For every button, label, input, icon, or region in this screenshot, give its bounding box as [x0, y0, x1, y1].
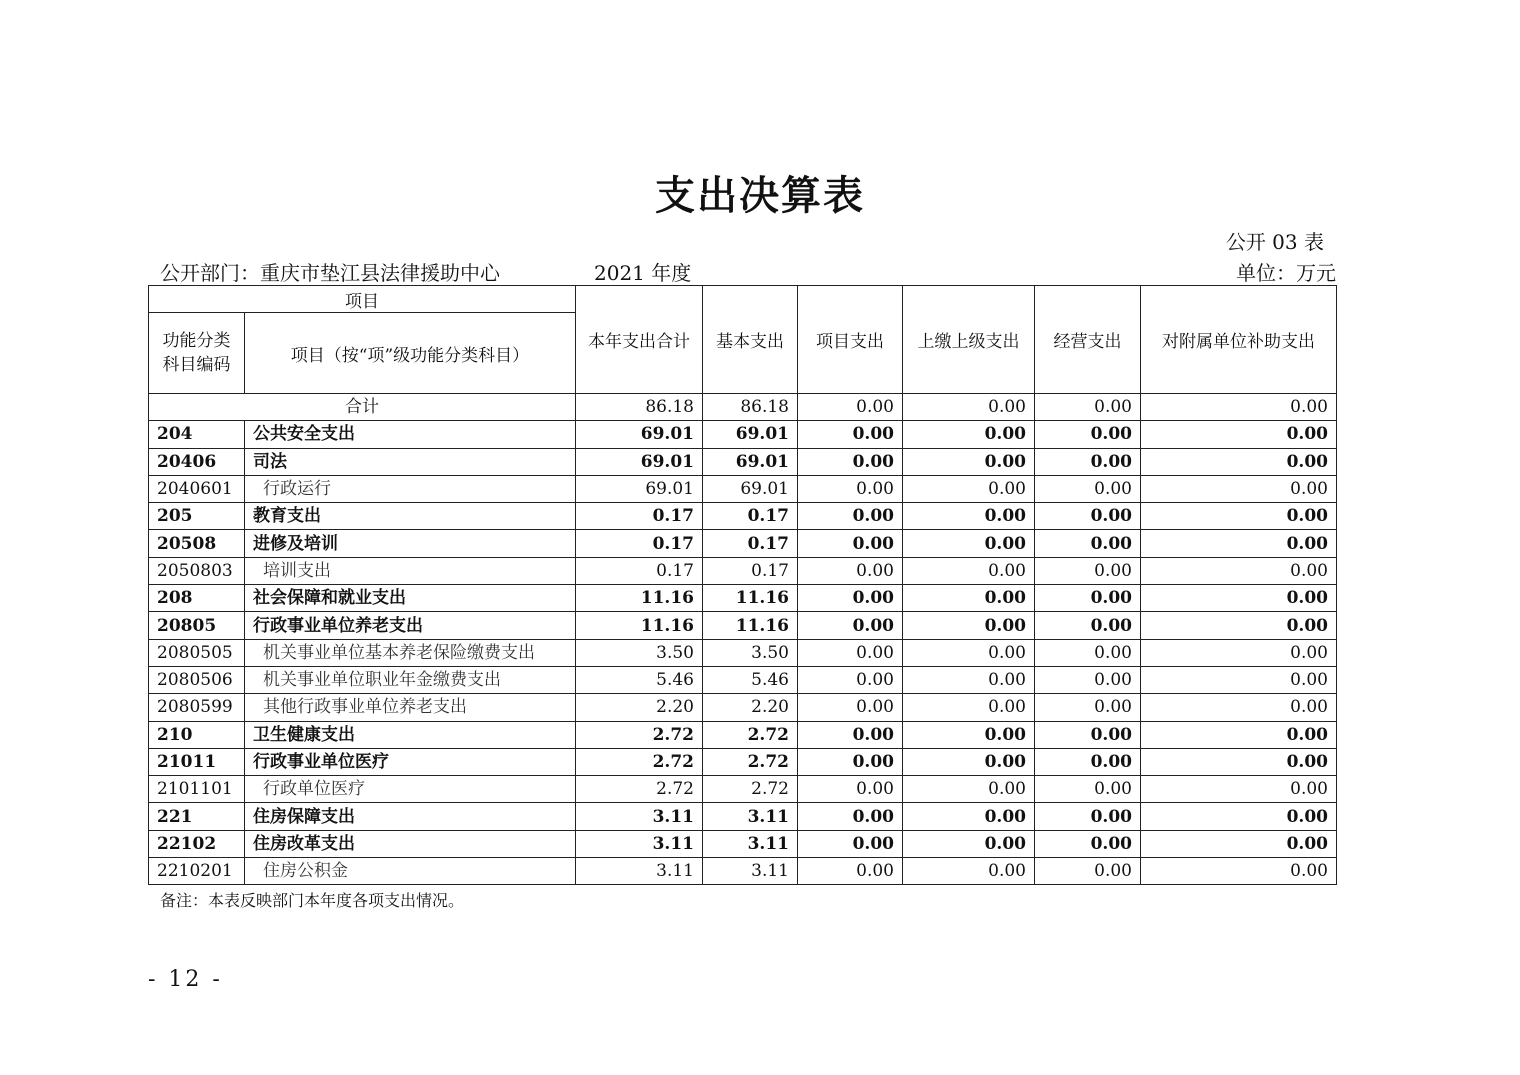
row-value: 0.00 — [903, 530, 1035, 557]
row-value: 0.00 — [798, 639, 903, 666]
table-row — [149, 448, 1337, 475]
table-row — [149, 803, 1337, 830]
row-code: 20508 — [149, 530, 245, 557]
row-value: 2.72 — [576, 748, 703, 775]
row-value: 0.17 — [576, 503, 703, 530]
row-value: 0.00 — [903, 475, 1035, 502]
row-value: 0.00 — [903, 612, 1035, 639]
row-value: 0.00 — [1141, 721, 1337, 748]
row-value: 0.00 — [798, 694, 903, 721]
row-value: 0.00 — [1035, 503, 1141, 530]
row-value: 0.17 — [703, 530, 798, 557]
row-code: 208 — [149, 585, 245, 612]
table-row — [149, 530, 1337, 557]
row-value: 2.72 — [703, 776, 798, 803]
total-value: 0.00 — [1141, 394, 1337, 421]
row-value: 0.00 — [903, 694, 1035, 721]
row-name: 教育支出 — [245, 503, 576, 530]
row-value: 0.00 — [798, 803, 903, 830]
row-name: 行政事业单位养老支出 — [245, 612, 576, 639]
table-row — [149, 612, 1337, 639]
row-value: 0.00 — [1035, 421, 1141, 448]
row-value: 2.72 — [576, 721, 703, 748]
row-value: 0.00 — [1035, 721, 1141, 748]
row-value: 0.17 — [703, 557, 798, 584]
row-value: 5.46 — [703, 666, 798, 693]
table-row — [149, 721, 1337, 748]
row-value: 69.01 — [703, 448, 798, 475]
row-name: 社会保障和就业支出 — [245, 585, 576, 612]
row-value: 0.00 — [903, 748, 1035, 775]
row-value: 0.00 — [798, 530, 903, 557]
row-value: 69.01 — [576, 421, 703, 448]
fiscal-year: 2021 年度 — [594, 261, 692, 285]
department-label: 公开部门：重庆市垫江县法律援助中心 — [160, 261, 500, 285]
header-business: 经营支出 — [1035, 286, 1141, 394]
row-value: 69.01 — [703, 475, 798, 502]
table-row — [149, 503, 1337, 530]
row-value: 0.00 — [1035, 612, 1141, 639]
table-body — [149, 394, 1337, 885]
header-item-group: 项目 — [149, 286, 576, 313]
row-value: 3.11 — [703, 858, 798, 885]
row-value: 0.00 — [1035, 448, 1141, 475]
row-name: 住房改革支出 — [245, 830, 576, 857]
row-value: 0.00 — [1035, 694, 1141, 721]
row-value: 0.00 — [798, 612, 903, 639]
row-name: 司法 — [245, 448, 576, 475]
row-value: 0.00 — [903, 776, 1035, 803]
row-code: 21011 — [149, 748, 245, 775]
row-value: 0.17 — [703, 503, 798, 530]
row-value: 0.00 — [1141, 858, 1337, 885]
row-value: 0.00 — [1141, 503, 1337, 530]
footnote: 备注：本表反映部门本年度各项支出情况。 — [160, 891, 465, 910]
row-value: 11.16 — [703, 585, 798, 612]
table-row — [149, 585, 1337, 612]
row-name: 公共安全支出 — [245, 421, 576, 448]
row-value: 2.72 — [576, 776, 703, 803]
page-number: - 12 - — [148, 967, 223, 992]
row-value: 0.00 — [1141, 639, 1337, 666]
header-code: 功能分类科目编码 — [149, 313, 245, 394]
row-value: 0.00 — [903, 557, 1035, 584]
row-value: 69.01 — [576, 475, 703, 502]
row-name: 行政事业单位医疗 — [245, 748, 576, 775]
row-value: 0.00 — [903, 585, 1035, 612]
row-value: 0.00 — [903, 639, 1035, 666]
row-value: 0.00 — [1035, 803, 1141, 830]
table-row — [149, 475, 1337, 502]
row-code: 2040601 — [149, 475, 245, 502]
row-value: 0.00 — [1141, 830, 1337, 857]
row-value: 2.72 — [703, 721, 798, 748]
row-value: 0.00 — [798, 858, 903, 885]
row-name: 行政单位医疗 — [245, 776, 576, 803]
row-value: 3.11 — [703, 803, 798, 830]
row-code: 2050803 — [149, 557, 245, 584]
row-value: 0.00 — [903, 803, 1035, 830]
row-value: 0.00 — [903, 721, 1035, 748]
row-value: 3.11 — [576, 830, 703, 857]
table-row — [149, 639, 1337, 666]
row-code: 2101101 — [149, 776, 245, 803]
header-name: 项目（按“项”级功能分类科目） — [245, 313, 576, 394]
row-code: 20406 — [149, 448, 245, 475]
table-row — [149, 776, 1337, 803]
row-code: 221 — [149, 803, 245, 830]
row-value: 0.00 — [798, 421, 903, 448]
total-value: 86.18 — [703, 394, 798, 421]
row-value: 0.00 — [1141, 585, 1337, 612]
row-value: 0.00 — [1035, 858, 1141, 885]
row-code: 205 — [149, 503, 245, 530]
row-value: 0.00 — [1035, 748, 1141, 775]
row-name: 住房保障支出 — [245, 803, 576, 830]
header-total: 本年支出合计 — [576, 286, 703, 394]
row-name: 卫生健康支出 — [245, 721, 576, 748]
row-value: 0.00 — [798, 503, 903, 530]
row-code: 22102 — [149, 830, 245, 857]
header-basic: 基本支出 — [703, 286, 798, 394]
row-name: 机关事业单位职业年金缴费支出 — [245, 666, 576, 693]
row-value: 0.00 — [798, 585, 903, 612]
table-row — [149, 694, 1337, 721]
table-row — [149, 858, 1337, 885]
row-value: 69.01 — [576, 448, 703, 475]
row-name: 机关事业单位基本养老保险缴费支出 — [245, 639, 576, 666]
header-subsidy: 对附属单位补助支出 — [1141, 286, 1337, 394]
row-name: 住房公积金 — [245, 858, 576, 885]
row-value: 0.00 — [1035, 639, 1141, 666]
row-value: 5.46 — [576, 666, 703, 693]
row-value: 0.17 — [576, 530, 703, 557]
row-value: 0.00 — [1141, 803, 1337, 830]
row-value: 0.00 — [903, 448, 1035, 475]
row-code: 20805 — [149, 612, 245, 639]
row-value: 2.20 — [576, 694, 703, 721]
row-value: 0.00 — [1141, 475, 1337, 502]
row-value: 0.00 — [798, 448, 903, 475]
row-value: 0.00 — [798, 557, 903, 584]
unit-label: 单位：万元 — [1236, 261, 1336, 285]
row-value: 0.00 — [1141, 557, 1337, 584]
row-value: 0.00 — [903, 830, 1035, 857]
table-row — [149, 748, 1337, 775]
expenditure-table — [148, 285, 1337, 885]
row-code: 2080506 — [149, 666, 245, 693]
row-name: 进修及培训 — [245, 530, 576, 557]
total-row — [149, 394, 1337, 421]
row-value: 0.00 — [903, 666, 1035, 693]
row-value: 0.00 — [798, 721, 903, 748]
row-value: 0.00 — [798, 475, 903, 502]
row-value: 0.17 — [576, 557, 703, 584]
row-value: 0.00 — [1141, 612, 1337, 639]
row-value: 0.00 — [1141, 421, 1337, 448]
row-value: 0.00 — [1035, 557, 1141, 584]
total-label: 合计 — [149, 394, 576, 421]
row-value: 0.00 — [1035, 776, 1141, 803]
row-value: 3.50 — [576, 639, 703, 666]
row-value: 0.00 — [903, 421, 1035, 448]
row-value: 0.00 — [1141, 776, 1337, 803]
row-value: 3.50 — [703, 639, 798, 666]
total-value: 0.00 — [1035, 394, 1141, 421]
row-value: 0.00 — [903, 503, 1035, 530]
row-code: 2210201 — [149, 858, 245, 885]
row-value: 2.72 — [703, 748, 798, 775]
row-code: 204 — [149, 421, 245, 448]
row-code: 210 — [149, 721, 245, 748]
row-value: 3.11 — [576, 803, 703, 830]
row-value: 0.00 — [798, 776, 903, 803]
row-value: 0.00 — [1141, 666, 1337, 693]
header-project: 项目支出 — [798, 286, 903, 394]
row-value: 0.00 — [1141, 748, 1337, 775]
row-value: 3.11 — [576, 858, 703, 885]
table-row — [149, 557, 1337, 584]
row-value: 0.00 — [1035, 830, 1141, 857]
table-row — [149, 666, 1337, 693]
row-value: 11.16 — [703, 612, 798, 639]
row-value: 11.16 — [576, 612, 703, 639]
total-value: 86.18 — [576, 394, 703, 421]
row-name: 培训支出 — [245, 557, 576, 584]
row-value: 0.00 — [1035, 530, 1141, 557]
row-value: 0.00 — [1035, 585, 1141, 612]
page-title: 支出决算表 — [655, 172, 865, 219]
row-value: 0.00 — [1035, 666, 1141, 693]
table-row — [149, 421, 1337, 448]
row-value: 69.01 — [703, 421, 798, 448]
table-row — [149, 830, 1337, 857]
row-value: 0.00 — [1035, 475, 1141, 502]
row-code: 2080599 — [149, 694, 245, 721]
row-value: 3.11 — [703, 830, 798, 857]
row-value: 0.00 — [1141, 530, 1337, 557]
header-upper: 上缴上级支出 — [903, 286, 1035, 394]
row-name: 其他行政事业单位养老支出 — [245, 694, 576, 721]
row-value: 0.00 — [798, 748, 903, 775]
row-code: 2080505 — [149, 639, 245, 666]
row-value: 0.00 — [1141, 448, 1337, 475]
total-value: 0.00 — [798, 394, 903, 421]
total-value: 0.00 — [903, 394, 1035, 421]
row-value: 0.00 — [1141, 694, 1337, 721]
row-value: 0.00 — [798, 830, 903, 857]
row-name: 行政运行 — [245, 475, 576, 502]
row-value: 0.00 — [798, 666, 903, 693]
row-value: 11.16 — [576, 585, 703, 612]
row-value: 0.00 — [903, 858, 1035, 885]
row-value: 2.20 — [703, 694, 798, 721]
form-number: 公开 03 表 — [1225, 230, 1324, 254]
